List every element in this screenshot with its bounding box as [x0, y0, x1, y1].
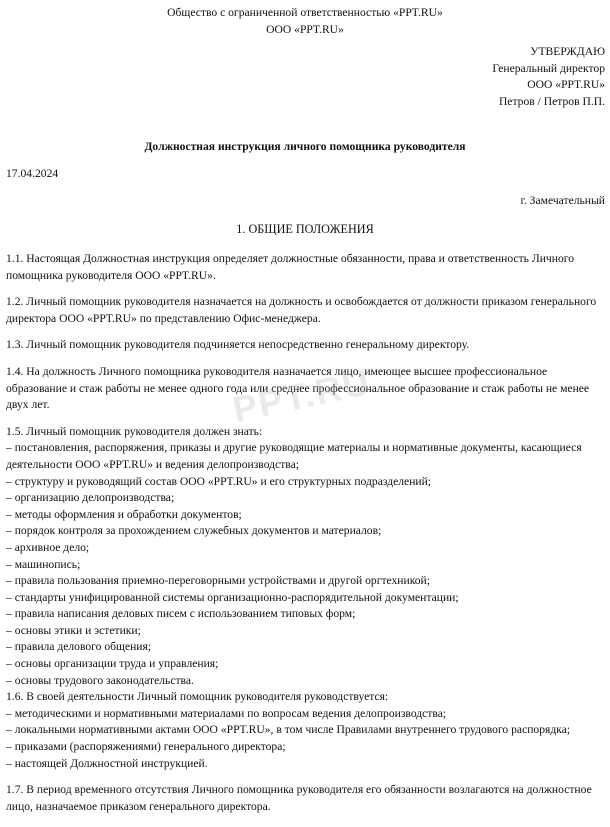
list-item: – основы организации труда и управления;	[6, 657, 219, 671]
organization-header	[0, 5, 610, 38]
approval-block	[492, 44, 605, 110]
approval-title: УТВЕРЖДАЮ	[530, 45, 605, 58]
list-item: – методическими и нормативными материалами по вопросам ведения делопроизводства;	[6, 706, 447, 720]
approval-signature: Петров / Петров П.П.	[498, 94, 605, 108]
org-full-name: Общество с ограниченной ответственностью «PPT.RU»	[167, 6, 443, 19]
list-item: – организацию делопроизводства;	[6, 491, 175, 505]
section-title: 1. ОБЩИЕ ПОЛОЖЕНИЯ	[236, 222, 374, 236]
list-item: – постановления, распоряжения, приказы и другие руководящие материалы и нормативные документы, касающиеся деятельности ООО «PPT.RU» и ведения делопроизводства;	[6, 441, 582, 471]
list-item: – основы трудового законодательства.	[6, 673, 194, 687]
watermark: PPT.RU	[229, 360, 375, 431]
approval-position: Генеральный директор	[492, 61, 605, 75]
paragraph-1-5: 1.5. Личный помощник руководителя должен знать:	[6, 424, 263, 438]
knowledge-list	[6, 440, 606, 689]
list-item: – локальными нормативными актами ООО «PPT.RU», в том числе Правилами внутреннего трудового распорядка;	[6, 723, 571, 737]
document-date: 17.04.2024	[6, 167, 59, 180]
list-item: – архивное дело;	[6, 540, 90, 554]
list-item: – правила пользования приемно-переговорными устройствами и другой оргтехникой;	[6, 574, 430, 588]
paragraph-1-2: 1.2. Личный помощник руководителя назначается на должность и освобождается от должности приказом генерального директора ООО «PPT.RU» по представлению Офис-менеджера.	[6, 295, 597, 325]
paragraph-1-4: 1.4. На должность Личного помощника руководителя назначается лицо, имеющее высшее профессиональное образование и стаж работы не менее одного года или среднее профессиональное образование и стаж работы не менее двух лет.	[6, 364, 590, 412]
list-item: – правила делового общения;	[6, 640, 152, 654]
guidance-list	[6, 706, 606, 772]
list-item: – порядок контроля за прохождением служебных документов и материалов;	[6, 524, 382, 538]
org-short-name: ООО «PPT.RU»	[266, 22, 344, 36]
list-item: – стандарты унифицированной системы организационно-распорядительной документации;	[6, 590, 459, 604]
paragraph-1-7: 1.7. В период временного отсутствия Личного помощника руководителя его обязанности возлагаются на должностное лицо, назначаемое приказом генерального директора.	[6, 783, 592, 813]
list-item: – настоящей Должностной инструкцией.	[6, 756, 208, 770]
paragraph-1-3: 1.3. Личный помощник руководителя подчиняется непосредственно генеральному директору.	[6, 338, 470, 352]
list-item: – структуру и руководящий состав ООО «PPT.RU» и его структурных подразделений;	[6, 474, 432, 488]
document-body	[6, 251, 606, 825]
approval-org: ООО «PPT.RU»	[527, 78, 605, 92]
list-item: – методы оформления и обработки документов;	[6, 507, 242, 521]
paragraph-1-6: 1.6. В своей деятельности Личный помощник руководителя руководствуется:	[6, 690, 389, 704]
list-item: – приказами (распоряжениями) генерального директора;	[6, 740, 286, 754]
document-city: г. Замечательный	[520, 194, 605, 207]
list-item: – машинопись;	[6, 557, 81, 571]
list-item: – основы этики и эстетики;	[6, 623, 141, 637]
list-item: – правила написания деловых писем с использованием типовых форм;	[6, 607, 356, 621]
document-title: Должностная инструкция личного помощника руководителя	[144, 140, 466, 153]
paragraph-1-1: 1.1. Настоящая Должностная инструкция определяет должностные обязанности, права и ответственность Личного помощника руководителя ООО «PPT.RU».	[6, 252, 575, 282]
